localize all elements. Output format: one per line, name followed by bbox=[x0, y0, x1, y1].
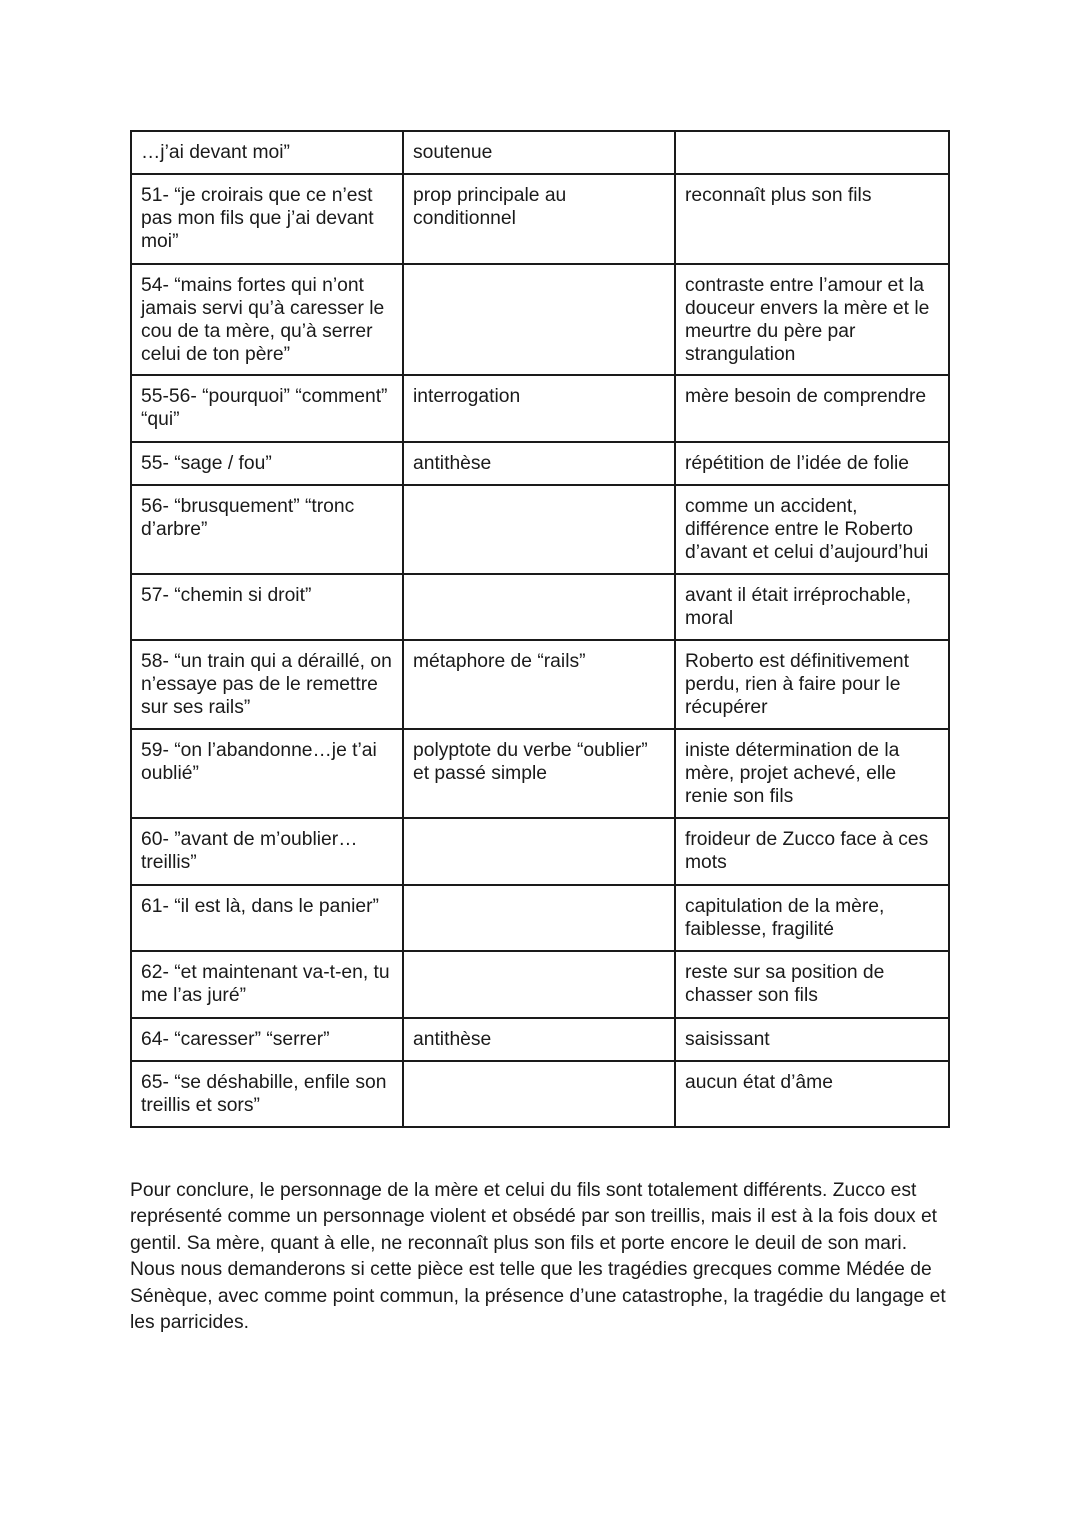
table-row bbox=[131, 131, 949, 174]
table-row bbox=[131, 951, 949, 1018]
quote-cell: 64- “caresser” “serrer” bbox=[131, 1018, 403, 1061]
table-row bbox=[131, 442, 949, 485]
quote-cell: …j’ai devant moi” bbox=[131, 131, 403, 174]
figure-cell bbox=[403, 485, 675, 574]
table-row bbox=[131, 375, 949, 442]
interpretation-cell: reconnaît plus son fils bbox=[675, 174, 949, 264]
interpretation-cell: reste sur sa position de chasser son fils bbox=[675, 951, 949, 1018]
quote-cell: 62- “et maintenant va-t-en, tu me l’as juré” bbox=[131, 951, 403, 1018]
quote-cell: 61- “il est là, dans le panier” bbox=[131, 885, 403, 951]
figure-cell: métaphore de “rails” bbox=[403, 640, 675, 729]
quote-cell: 58- “un train qui a déraillé, on n’essaye pas de le remettre sur ses rails” bbox=[131, 640, 403, 729]
quote-cell: 60- ”avant de m’oublier…treillis” bbox=[131, 818, 403, 885]
figure-cell bbox=[403, 951, 675, 1018]
figure-cell bbox=[403, 264, 675, 375]
interpretation-cell: capitulation de la mère, faiblesse, fragilité bbox=[675, 885, 949, 951]
conclusion-paragraph: Pour conclure, le personnage de la mère et celui du fils sont totalement différents. Zucco est représenté comme un personnage violent et obsédé par son treillis, mais il est à la fois doux et gentil. Sa mère, quant à elle, ne reconnaît plus son fils et porte encore le deuil de son mari. Nous nous demanderons si cette pièce est telle que les tragédies grecques comme Médée de Sénèque, avec comme point commun, la présence d’une catastrophe, la tragédie du langage et les parricides. bbox=[130, 1180, 946, 1334]
table-row bbox=[131, 818, 949, 885]
figure-cell: antithèse bbox=[403, 1018, 675, 1061]
figure-cell bbox=[403, 1061, 675, 1127]
quote-cell: 55- “sage / fou” bbox=[131, 442, 403, 485]
interpretation-cell: froideur de Zucco face à ces mots bbox=[675, 818, 949, 885]
analysis-table bbox=[130, 130, 950, 1128]
figure-cell bbox=[403, 574, 675, 640]
interpretation-cell: aucun état d’âme bbox=[675, 1061, 949, 1127]
table-row bbox=[131, 1018, 949, 1061]
figure-cell bbox=[403, 885, 675, 951]
quote-cell: 56- “brusquement” “tronc d’arbre” bbox=[131, 485, 403, 574]
interpretation-cell: Roberto est définitivement perdu, rien à faire pour le récupérer bbox=[675, 640, 949, 729]
quote-cell: 54- “mains fortes qui n’ont jamais servi qu’à caresser le cou de ta mère, qu’à serrer celui de ton père” bbox=[131, 264, 403, 375]
table-row bbox=[131, 640, 949, 729]
interpretation-cell: saisissant bbox=[675, 1018, 949, 1061]
quote-cell: 59- “on l’abandonne…je t’ai oublié” bbox=[131, 729, 403, 818]
table-row bbox=[131, 264, 949, 375]
interpretation-cell: iniste détermination de la mère, projet achevé, elle renie son fils bbox=[675, 729, 949, 818]
figure-cell: interrogation bbox=[403, 375, 675, 442]
interpretation-cell: avant il était irréprochable, moral bbox=[675, 574, 949, 640]
figure-cell: polyptote du verbe “oublier” et passé simple bbox=[403, 729, 675, 818]
figure-cell bbox=[403, 818, 675, 885]
figure-cell: antithèse bbox=[403, 442, 675, 485]
interpretation-cell: contraste entre l’amour et la douceur envers la mère et le meurtre du père par strangulation bbox=[675, 264, 949, 375]
table-row bbox=[131, 885, 949, 951]
quote-cell: 57- “chemin si droit” bbox=[131, 574, 403, 640]
table-row bbox=[131, 174, 949, 264]
figure-cell: soutenue bbox=[403, 131, 675, 174]
interpretation-cell: mère besoin de comprendre bbox=[675, 375, 949, 442]
interpretation-cell bbox=[675, 131, 949, 174]
table-row bbox=[131, 1061, 949, 1127]
table-row bbox=[131, 574, 949, 640]
quote-cell: 65- “se déshabille, enfile son treillis et sors” bbox=[131, 1061, 403, 1127]
quote-cell: 55-56- “pourquoi” “comment” “qui” bbox=[131, 375, 403, 442]
interpretation-cell: comme un accident, différence entre le Roberto d’avant et celui d’aujourd’hui bbox=[675, 485, 949, 574]
table-row bbox=[131, 729, 949, 818]
interpretation-cell: répétition de l’idée de folie bbox=[675, 442, 949, 485]
quote-cell: 51- “je croirais que ce n’est pas mon fils que j’ai devant moi” bbox=[131, 174, 403, 264]
figure-cell: prop principale au conditionnel bbox=[403, 174, 675, 264]
table-row bbox=[131, 485, 949, 574]
